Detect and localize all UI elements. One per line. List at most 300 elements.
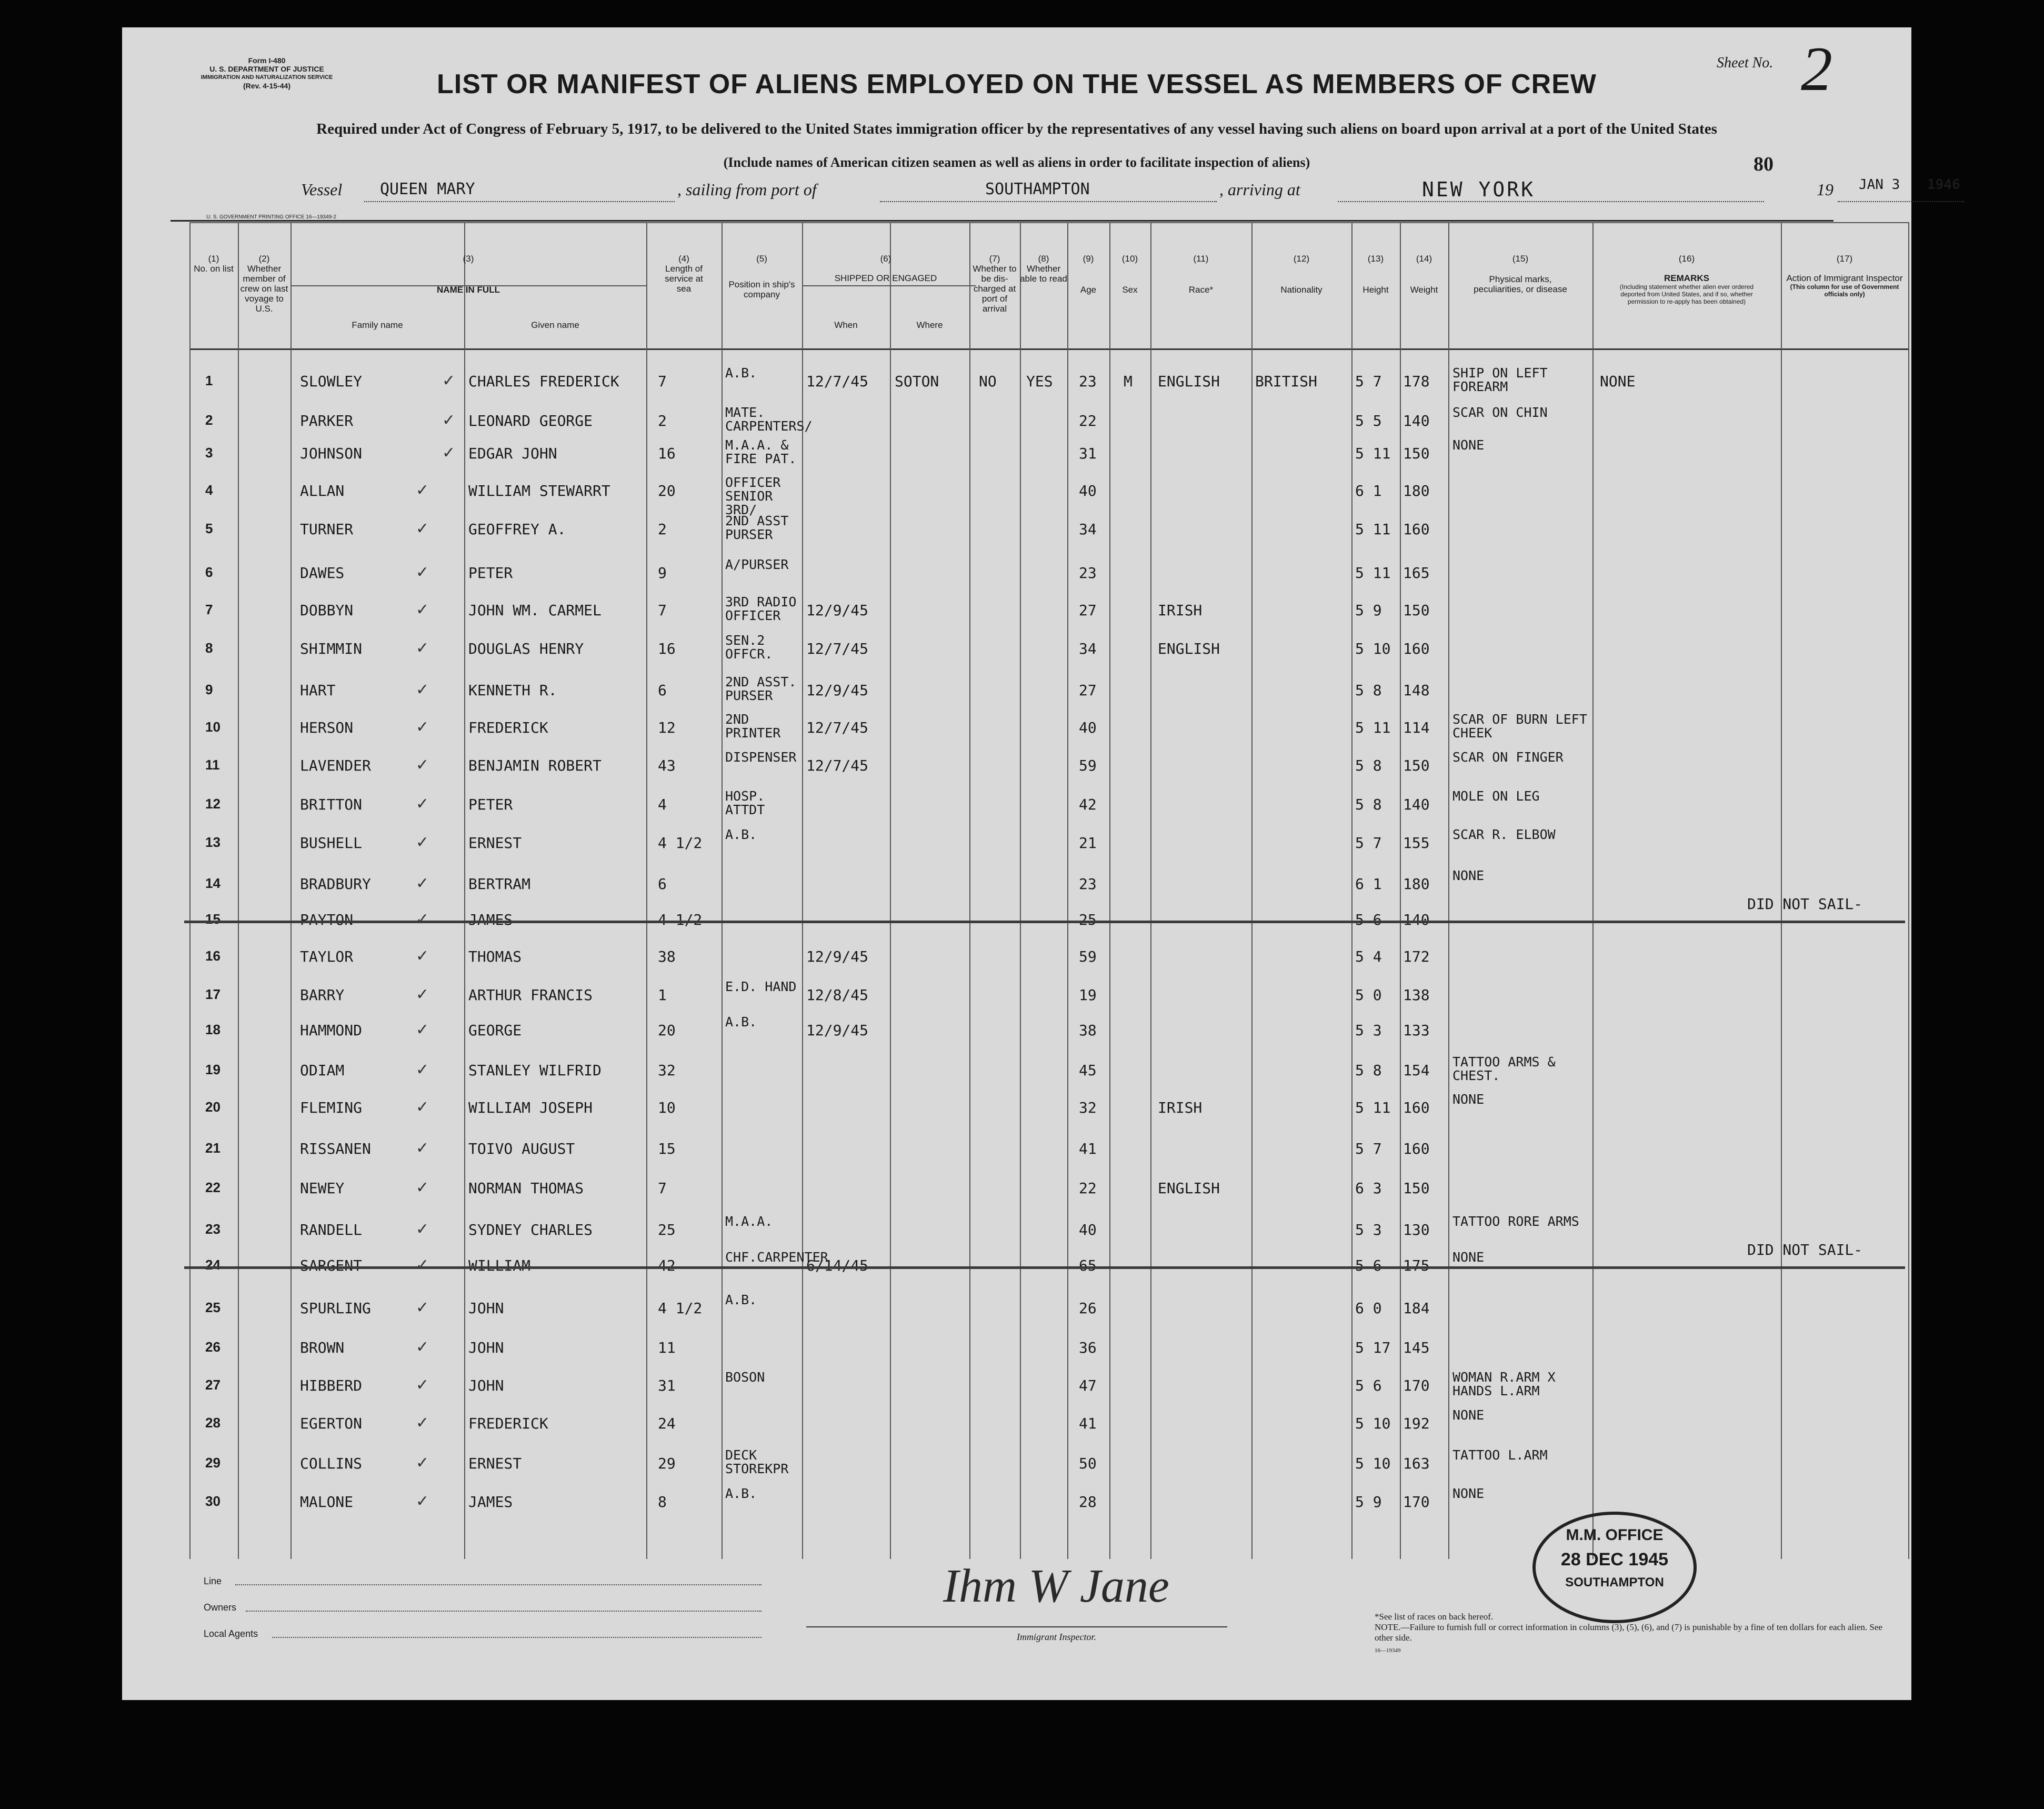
cell-marks: NONE [1452, 868, 1485, 883]
col-header-last-voyage: (2) Whether member of crew on last voyage to U.S. [240, 254, 288, 314]
cell-family: SHIMMIN [300, 640, 363, 657]
cell-age: 50 [1079, 1455, 1097, 1472]
checkmark-icon: ✓ [442, 444, 456, 462]
cell-no: 24 [205, 1257, 221, 1273]
cell-remarks: DID NOT SAIL- [1747, 1241, 1863, 1258]
cell-height: 6 0 [1355, 1300, 1382, 1317]
checkmark-icon: ✓ [416, 718, 429, 736]
cell-weight: 155 [1403, 834, 1430, 852]
checkmark-icon: ✓ [416, 601, 429, 619]
local-agents-label: Local Agents [204, 1628, 258, 1639]
cell-family: MALONE [300, 1493, 354, 1511]
cell-position: A/PURSER [725, 557, 789, 572]
cell-height: 5 7 [1355, 1140, 1382, 1157]
cell-weight: 160 [1403, 521, 1430, 538]
cell-race: ENGLISH [1158, 640, 1220, 657]
checkmark-icon: ✓ [416, 1338, 429, 1356]
cell-service: 10 [658, 1099, 676, 1116]
cell-given: EDGAR JOHN [468, 445, 557, 462]
cell-weight: 145 [1403, 1339, 1430, 1356]
cell-age: 27 [1079, 682, 1097, 699]
form-revision: (Rev. 4-15-44) [243, 82, 290, 90]
cell-height: 5 9 [1355, 1493, 1382, 1511]
cell-given: PETER [468, 796, 513, 813]
cell-family: COLLINS [300, 1455, 363, 1472]
cell-given: JOHN [468, 1300, 504, 1317]
col-header-name: (3) NAME IN FULL [437, 254, 500, 295]
inspector-signature: Ihm W Jane [943, 1560, 1169, 1612]
cell-discharged: NO [979, 373, 997, 390]
cell-service: 4 1/2 [658, 911, 703, 928]
cell-age: 22 [1079, 412, 1097, 429]
cell-height: 5 7 [1355, 834, 1382, 852]
checkmark-icon: ✓ [416, 1061, 429, 1079]
cell-age: 41 [1079, 1140, 1097, 1157]
cell-given: JAMES [468, 911, 513, 928]
cell-marks: SCAR R. ELBOW [1452, 827, 1556, 842]
checkmark-icon: ✓ [416, 1454, 429, 1472]
cell-family: ODIAM [300, 1062, 345, 1079]
cell-family: DOBBYN [300, 602, 354, 619]
checkmark-icon: ✓ [416, 756, 429, 774]
cell-no: 25 [205, 1300, 221, 1315]
cell-no: 17 [205, 986, 221, 1002]
cell-position: HOSP. ATTDT [725, 788, 765, 817]
cell-family: PAYTON [300, 911, 354, 928]
cell-weight: 170 [1403, 1377, 1430, 1394]
cell-age: 42 [1079, 796, 1097, 813]
cell-no: 7 [205, 602, 213, 617]
cell-no: 20 [205, 1099, 221, 1115]
cell-marks: SCAR ON CHIN [1452, 405, 1548, 420]
checkmark-icon: ✓ [416, 639, 429, 657]
cell-service: 24 [658, 1415, 676, 1432]
cell-service: 2 [658, 521, 667, 538]
cell-position: SEN.2 OFFCR. [725, 633, 773, 662]
cell-family: SARGENT [300, 1257, 363, 1274]
cell-service: 20 [658, 482, 676, 499]
line-label: Line [204, 1576, 222, 1586]
cell-age: 32 [1079, 1099, 1097, 1116]
cell-service: 25 [658, 1221, 676, 1238]
cell-no: 15 [205, 911, 221, 927]
cell-race: IRISH [1158, 602, 1203, 619]
cell-weight: 180 [1403, 482, 1430, 499]
cell-no: 9 [205, 682, 213, 697]
cell-given: BERTRAM [468, 875, 531, 893]
cell-position: 2ND ASST. PURSER [725, 674, 797, 703]
cell-given: ERNEST [468, 1455, 522, 1472]
subtitle: Required under Act of Congress of February 5, 1917, to be delivered to the United States immigration officer by the representatives of any vessel having such aliens on board upon arrival at a port of the United States [316, 121, 1717, 137]
checkmark-icon: ✓ [416, 1492, 429, 1511]
cell-family: PARKER [300, 412, 354, 429]
cell-weight: 130 [1403, 1221, 1430, 1238]
departure-port: SOUTHAMPTON [985, 180, 1090, 198]
col-header-shipped: (6) SHIPPED OR ENGAGED [834, 254, 937, 283]
checkmark-icon: ✓ [416, 1414, 429, 1432]
cell-weight: 154 [1403, 1062, 1430, 1079]
cell-height: 5 6 [1355, 911, 1382, 928]
cell-weight: 150 [1403, 602, 1430, 619]
checkmark-icon: ✓ [416, 1021, 429, 1039]
cell-age: 23 [1079, 373, 1097, 390]
checkmark-icon: ✓ [416, 1178, 429, 1197]
cell-service: 6 [658, 682, 667, 699]
checkmark-icon: ✓ [416, 1098, 429, 1116]
cell-no: 22 [205, 1180, 221, 1195]
col-header-height: (13) Height [1362, 254, 1389, 295]
owners-label: Owners [204, 1602, 237, 1613]
col-header-where: Where [916, 320, 943, 330]
col-header-discharged: (7) Whether to be dis-charged at port of arrival [973, 254, 1017, 314]
cell-service: 16 [658, 640, 676, 657]
cell-height: 5 6 [1355, 1257, 1382, 1274]
cell-no: 23 [205, 1221, 221, 1237]
cell-family: BARRY [300, 986, 345, 1004]
cell-given: JAMES [468, 1493, 513, 1511]
col-header-nationality: (12) Nationality [1280, 254, 1322, 295]
cell-when: 12/9/45 [806, 1022, 869, 1039]
cell-height: 5 4 [1355, 948, 1382, 965]
col-header-given-name: Given name [531, 320, 579, 330]
cell-given: JOHN WM. CARMEL [468, 602, 602, 619]
cell-no: 27 [205, 1377, 221, 1393]
cell-weight: 160 [1403, 640, 1430, 657]
punch-hole [84, 1072, 108, 1096]
cell-where: SOTON [895, 373, 939, 390]
cell-given: JOHN [468, 1339, 504, 1356]
sheet-number-label: Sheet No. [1717, 55, 1774, 71]
cell-height: 5 8 [1355, 682, 1382, 699]
cell-height: 6 3 [1355, 1180, 1382, 1197]
cell-height: 5 10 [1355, 1415, 1391, 1432]
cell-given: SYDNEY CHARLES [468, 1221, 593, 1238]
cell-family: RISSANEN [300, 1140, 371, 1157]
cell-age: 47 [1079, 1377, 1097, 1394]
page-number: 80 [1754, 153, 1774, 175]
cell-weight: 140 [1403, 796, 1430, 813]
cell-service: 7 [658, 1180, 667, 1197]
cell-family: DAWES [300, 564, 345, 582]
stamp-date: 28 DEC 1945 [1560, 1550, 1669, 1570]
cell-given: WILLIAM [468, 1257, 531, 1274]
cell-age: 19 [1079, 986, 1097, 1004]
col-header-read: (8) Whether able to read [1020, 254, 1067, 284]
department: U. S. DEPARTMENT OF JUSTICE [209, 65, 324, 73]
cell-age: 25 [1079, 911, 1097, 928]
arrival-date: JAN 3 [1859, 177, 1900, 193]
cell-when: 12/9/45 [806, 682, 869, 699]
cell-no: 18 [205, 1022, 221, 1037]
cell-marks: TATTOO RORE ARMS [1452, 1214, 1579, 1229]
cell-service: 42 [658, 1257, 676, 1274]
year-prefix: 19 [1817, 180, 1833, 199]
cell-weight: 192 [1403, 1415, 1430, 1432]
cell-marks: NONE [1452, 1250, 1485, 1265]
punch-hole [84, 93, 108, 117]
cell-height: 5 11 [1355, 564, 1391, 582]
cell-family: LAVENDER [300, 757, 371, 774]
cell-weight: 133 [1403, 1022, 1430, 1039]
form-code: 16—19349 [1375, 1647, 1401, 1654]
form-number: Form I-480 [248, 56, 286, 65]
cell-given: ERNEST [468, 834, 522, 852]
cell-given: PETER [468, 564, 513, 582]
cell-height: 5 8 [1355, 796, 1382, 813]
cell-given: CHARLES FREDERICK [468, 373, 619, 390]
cell-family: BRADBURY [300, 875, 371, 893]
cell-height: 5 9 [1355, 602, 1382, 619]
race-note: *See list of races on back hereof. [1375, 1612, 1494, 1622]
cell-position: M.A.A. & FIRE PAT. [725, 437, 797, 466]
cell-service: 12 [658, 719, 676, 736]
cell-no: 14 [205, 875, 221, 891]
cell-weight: 170 [1403, 1493, 1430, 1511]
cell-given: JOHN [468, 1377, 504, 1394]
cell-nationality: BRITISH [1255, 373, 1318, 390]
cell-marks: SHIP ON LEFT FOREARM [1452, 365, 1548, 394]
col-header-no: (1) No. on list [194, 254, 234, 274]
cell-no: 4 [205, 482, 213, 498]
checkmark-icon: ✓ [416, 681, 429, 699]
cell-given: FREDERICK [468, 1415, 548, 1432]
cell-given: STANLEY WILFRID [468, 1062, 602, 1079]
manifest-sheet [122, 27, 1960, 1700]
cell-height: 5 8 [1355, 1062, 1382, 1079]
strike-through-line [184, 921, 1905, 923]
cell-marks: NONE [1452, 1486, 1485, 1501]
cell-position: E.D. HAND [725, 979, 797, 994]
cell-family: HERSON [300, 719, 354, 736]
cell-family: NEWEY [300, 1180, 345, 1197]
cell-no: 1 [205, 373, 213, 388]
cell-marks: NONE [1452, 437, 1485, 453]
cell-age: 40 [1079, 719, 1097, 736]
cell-service: 31 [658, 1377, 676, 1394]
cell-given: ARTHUR FRANCIS [468, 986, 593, 1004]
checkmark-icon: ✓ [416, 833, 429, 852]
cell-family: FLEMING [300, 1099, 363, 1116]
cell-position: DECK STOREKPR [725, 1447, 789, 1476]
cell-height: 5 11 [1355, 719, 1391, 736]
sheet-number: 2 [1801, 34, 1832, 104]
cell-height: 6 1 [1355, 482, 1382, 499]
col-header-service: (4) Length of service at sea [665, 254, 703, 294]
punch-hole [84, 501, 108, 525]
cell-no: 26 [205, 1339, 221, 1355]
cell-marks: WOMAN R.ARM X HANDS L.ARM [1452, 1370, 1556, 1398]
cell-given: LEONARD GEORGE [468, 412, 593, 429]
cell-age: 31 [1079, 445, 1097, 462]
cell-service: 38 [658, 948, 676, 965]
arrival-port: NEW YORK [1422, 178, 1536, 201]
cell-weight: 148 [1403, 682, 1430, 699]
punch-hole [84, 1475, 108, 1499]
checkmark-icon: ✓ [416, 947, 429, 965]
checkmark-icon: ✓ [416, 563, 429, 582]
arrival-year: 1946 [1927, 177, 1960, 193]
checkmark-icon: ✓ [442, 411, 456, 429]
cell-height: 5 10 [1355, 1455, 1391, 1472]
cell-service: 15 [658, 1140, 676, 1157]
cell-marks: TATTOO L.ARM [1452, 1447, 1548, 1463]
cell-no: 29 [205, 1455, 221, 1471]
cell-position: 3RD RADIO OFFICER [725, 594, 797, 623]
cell-age: 36 [1079, 1339, 1097, 1356]
cell-family: TAYLOR [300, 948, 354, 965]
cell-height: 5 3 [1355, 1221, 1382, 1238]
cell-no: 8 [205, 640, 213, 656]
cell-age: 59 [1079, 757, 1097, 774]
cell-service: 9 [658, 564, 667, 582]
cell-family: BROWN [300, 1339, 345, 1356]
cell-given: GEORGE [468, 1022, 522, 1039]
checkmark-icon: ✓ [416, 795, 429, 813]
cell-service: 8 [658, 1493, 667, 1511]
cell-weight: 163 [1403, 1455, 1430, 1472]
cell-marks: SCAR OF BURN LEFT CHEEK [1452, 712, 1587, 741]
cell-when: 12/7/45 [806, 373, 869, 390]
cell-weight: 150 [1403, 445, 1430, 462]
cell-age: 40 [1079, 1221, 1097, 1238]
checkmark-icon: ✓ [442, 372, 456, 390]
cell-position: M.A.A. [725, 1214, 773, 1229]
crew-table [189, 222, 1909, 1559]
cell-no: 13 [205, 834, 221, 850]
cell-weight: 165 [1403, 564, 1430, 582]
cell-when: 12/7/45 [806, 757, 869, 774]
cell-height: 5 5 [1355, 412, 1382, 429]
cell-service: 32 [658, 1062, 676, 1079]
arriving-label: , arriving at [1219, 180, 1300, 199]
inspector-label: Immigrant Inspector. [1017, 1632, 1096, 1642]
cell-service: 16 [658, 445, 676, 462]
cell-marks: TATTOO ARMS & CHEST. [1452, 1054, 1556, 1083]
cell-weight: 160 [1403, 1140, 1430, 1157]
cell-age: 38 [1079, 1022, 1097, 1039]
subtitle-note: (Include names of American citizen seamen as well as aliens in order to facilitate inspection of aliens) [723, 155, 1310, 170]
cell-position: A.B. [725, 365, 757, 381]
cell-no: 2 [205, 412, 213, 428]
cell-service: 6 [658, 875, 667, 893]
checkmark-icon: ✓ [416, 519, 429, 538]
cell-given: TOIVO AUGUST [468, 1140, 575, 1157]
cell-age: 59 [1079, 948, 1097, 965]
cell-family: EGERTON [300, 1415, 363, 1432]
cell-position: OFFICER SENIOR 3RD/ [725, 475, 781, 517]
cell-age: 34 [1079, 640, 1097, 657]
cell-age: 26 [1079, 1300, 1097, 1317]
cell-age: 22 [1079, 1180, 1097, 1197]
cell-age: 23 [1079, 875, 1097, 893]
service: IMMIGRATION AND NATURALIZATION SERVICE [201, 74, 333, 81]
cell-family: SLOWLEY [300, 373, 363, 390]
cell-family: JOHNSON [300, 445, 363, 462]
cell-age: 23 [1079, 564, 1097, 582]
cell-race: ENGLISH [1158, 1180, 1220, 1197]
cell-no: 16 [205, 948, 221, 964]
cell-no: 3 [205, 445, 213, 461]
col-header-remarks: (16) REMARKS (Including statement whether alien ever ordered deported from United States, and if so, whether permission to re-apply has been obtained) [1619, 254, 1754, 305]
sailing-label: , sailing from port of [677, 180, 817, 199]
cell-height: 5 0 [1355, 986, 1382, 1004]
col-header-race: (11) Race* [1188, 254, 1214, 295]
cell-weight: 138 [1403, 986, 1430, 1004]
cell-position: MATE. CARPENTERS/ [725, 405, 813, 434]
col-header-sex: (10) Sex [1121, 254, 1138, 295]
checkmark-icon: ✓ [416, 481, 429, 499]
vessel-name: QUEEN MARY [380, 180, 475, 198]
header-rule [171, 220, 1833, 222]
cell-no: 10 [205, 719, 221, 735]
cell-service: 11 [658, 1339, 676, 1356]
cell-given: DOUGLAS HENRY [468, 640, 584, 657]
voyage-line [301, 177, 1960, 206]
checkmark-icon: ✓ [416, 985, 429, 1004]
cell-weight: 160 [1403, 1099, 1430, 1116]
mm-office-stamp [1532, 1512, 1697, 1623]
cell-weight: 184 [1403, 1300, 1430, 1317]
cell-race: ENGLISH [1158, 373, 1220, 390]
cell-service: 29 [658, 1455, 676, 1472]
cell-given: WILLIAM STEWARRT [468, 482, 610, 499]
cell-family: SPURLING [300, 1300, 371, 1317]
cell-service: 7 [658, 373, 667, 390]
cell-height: 6 1 [1355, 875, 1382, 893]
cell-no: 19 [205, 1062, 221, 1077]
cell-read: YES [1026, 373, 1053, 390]
cell-no: 28 [205, 1415, 221, 1431]
cell-age: 40 [1079, 482, 1097, 499]
cell-service: 43 [658, 757, 676, 774]
cell-service: 4 1/2 [658, 834, 703, 852]
cell-when: 12/7/45 [806, 719, 869, 736]
cell-family: HAMMOND [300, 1022, 363, 1039]
cell-when: 12/9/45 [806, 602, 869, 619]
cell-weight: 178 [1403, 373, 1430, 390]
cell-service: 1 [658, 986, 667, 1004]
cell-sex: M [1124, 373, 1133, 390]
checkmark-icon: ✓ [416, 1220, 429, 1238]
cell-position: 2ND ASST PURSER [725, 513, 789, 542]
cell-position: CHF.CARPENTER [725, 1250, 828, 1265]
checkmark-icon: ✓ [416, 910, 429, 928]
vessel-label: Vessel [301, 180, 343, 199]
checkmark-icon: ✓ [416, 1376, 429, 1394]
penalty-note: NOTE.—Failure to furnish full or correct information in columns (3), (5), (6), and (7) is punishable by a fine of ten dollars for each alien. See other side. [1375, 1622, 1882, 1643]
cell-position: A.B. [725, 1292, 757, 1307]
cell-position: A.B. [725, 1486, 757, 1501]
col-header-family-name: Family name [352, 320, 403, 330]
col-header-physical-marks: (15) Physical marks, peculiarities, or disease [1474, 254, 1567, 294]
cell-height: 5 11 [1355, 445, 1391, 462]
punch-hole [84, 1154, 108, 1178]
cell-family: ALLAN [300, 482, 345, 499]
cell-weight: 140 [1403, 412, 1430, 429]
checkmark-icon: ✓ [416, 1256, 429, 1274]
cell-service: 7 [658, 602, 667, 619]
cell-age: 27 [1079, 602, 1097, 619]
col-header-when: When [834, 320, 858, 330]
cell-when: 6/14/45 [806, 1257, 869, 1274]
cell-race: IRISH [1158, 1099, 1203, 1116]
cell-age: 21 [1079, 834, 1097, 852]
strike-through-line [184, 1266, 1905, 1269]
checkmark-icon: ✓ [416, 874, 429, 893]
stamp-location: SOUTHAMPTON [1565, 1575, 1664, 1590]
cell-age: 65 [1079, 1257, 1097, 1274]
cell-weight: 140 [1403, 911, 1430, 928]
